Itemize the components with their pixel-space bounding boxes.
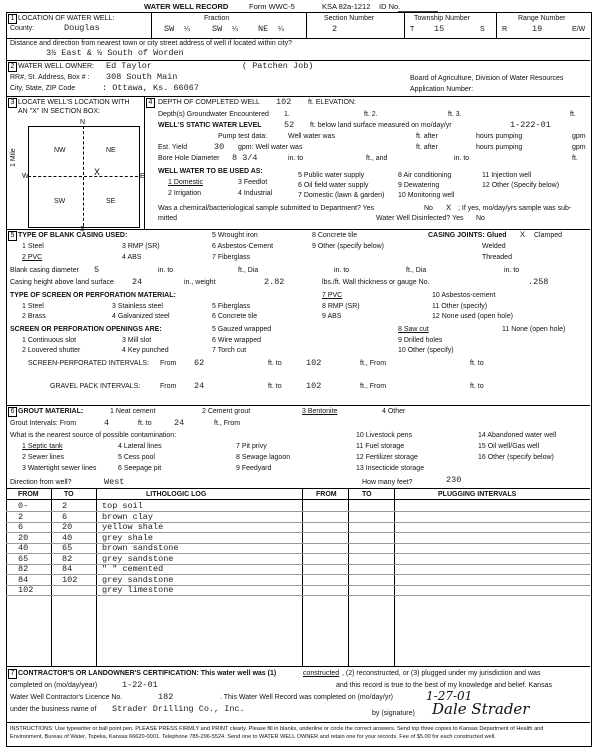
casing-abs: 4 ABS xyxy=(122,254,142,261)
location-label: LOCATION OF WATER WELL: xyxy=(18,15,115,22)
use-injection: 11 Injection well xyxy=(482,172,532,179)
casing-pvc: 2 PVC xyxy=(22,254,43,261)
pump-mid: Well water was xyxy=(288,133,335,140)
grout-intervals-label: Grout Intervals: From xyxy=(10,420,77,427)
opening-mill: 3 Mill slot xyxy=(122,337,152,344)
source-septic: 1 Septic tank xyxy=(22,443,63,450)
screen-other: 11 Other (specify) xyxy=(432,303,488,310)
section-3-number: 3 xyxy=(8,98,17,108)
screen-label: TYPE OF SCREEN OR PERFORATION MATERIAL: xyxy=(10,292,176,299)
opening-drilled: 9 Drilled holes xyxy=(398,337,443,344)
plug-header: PLUGGING INTERVALS xyxy=(438,491,517,498)
gw-ft: ft. xyxy=(570,111,576,118)
compass-north: N xyxy=(80,119,86,126)
source-livestock: 10 Livestock pens xyxy=(356,432,413,439)
range-suffix: E/W xyxy=(572,26,586,33)
section-number-value: 2 xyxy=(332,24,338,34)
gravel-label: GRAVEL PACK INTERVALS: xyxy=(50,383,141,390)
screen-galvanized: 4 Galvanized steel xyxy=(112,313,170,320)
height-value: 24 xyxy=(132,277,143,287)
address-label: RR#, St. Address, Box # : xyxy=(10,74,90,81)
direction-value: West xyxy=(104,477,125,487)
grout-label: GROUT MATERIAL: xyxy=(18,408,84,415)
log-cell-d: yellow shale xyxy=(102,522,164,532)
footer-instructions-2: Environment, Bureau of Water, Topeka, Kansas 66620-0001. Telephone 785-296-5524. Send one to WATER WELL OWNER and retain one for your records. Fee of $5.00 for each constructed well. xyxy=(10,734,496,740)
log-cell-t: 2 xyxy=(62,501,68,511)
screen-steel: 1 Steel xyxy=(22,303,44,310)
water-well-record-form xyxy=(6,2,592,748)
mile-label: 1 Mile xyxy=(10,148,17,167)
section-6-number: 6 xyxy=(8,407,17,417)
cert-line-2: completed on (mo/day/year) xyxy=(10,682,98,689)
form-number: Form WWC-5 xyxy=(249,2,295,11)
screen-asbestos: 10 Asbestos-cement xyxy=(432,292,496,299)
sp-from-2: ft., From xyxy=(360,360,387,367)
locate-label-2: AN "X" IN SECTION BOX: xyxy=(18,108,100,115)
log-cell-d: grey sandstone xyxy=(102,553,174,564)
cert-license: 182 xyxy=(158,692,174,702)
footer-instructions-1: INSTRUCTIONS: Use typewriter or ball point pen. PLEASE PRESS FIRMLY and PRINT clearly. Please fill in blanks, underline or circle the correct answers. Send top three copies to Kansas Department of Health and xyxy=(10,726,544,732)
fraction-2: SW xyxy=(212,24,223,34)
grout-to-label: ft. to xyxy=(138,420,152,427)
static-level-label: WELL'S STATIC WATER LEVEL xyxy=(158,122,262,129)
grout-neat: 1 Neat cement xyxy=(110,408,156,415)
form-border xyxy=(6,12,592,747)
pump-hours: hours pumping xyxy=(476,133,523,140)
height-label: Casing height above land surface xyxy=(10,279,114,286)
fraction-3: NE xyxy=(258,24,269,34)
screen-rmp: 8 RMP (SR) xyxy=(322,303,360,310)
gauge-value: .258 xyxy=(528,277,549,287)
grout-cement: 2 Cement grout xyxy=(202,408,251,415)
casing-label: TYPE OF BLANK CASING USED: xyxy=(18,232,128,239)
township-value: 15 xyxy=(434,24,445,34)
log-cell-t: 102 xyxy=(62,574,78,585)
log-cell-f: 2 xyxy=(18,511,24,522)
bore-value: 8 3/4 xyxy=(232,153,258,163)
sp-to-value: 102 xyxy=(306,358,322,368)
range-label: Range Number xyxy=(518,15,566,22)
log-cell-t: 40 xyxy=(62,532,73,543)
screen-concrete: 6 Concrete tile xyxy=(212,313,258,320)
log-cell-d: grey limestone xyxy=(102,585,174,595)
quarter-mark: ¼ xyxy=(232,26,238,33)
use-lawn: 7 Domestic (lawn & garden) xyxy=(298,192,385,199)
static-level-value: 52 xyxy=(284,120,295,130)
source-other: 16 Other (specify below) xyxy=(478,454,554,461)
static-level-date: 1-222-01 xyxy=(510,120,551,130)
elevation-label: ft. ELEVATION: xyxy=(308,99,356,106)
opening-louvered: 2 Louvered shutter xyxy=(22,347,81,354)
compass-south: S xyxy=(80,226,85,233)
diameter-label: Blank casing diameter xyxy=(10,267,79,274)
screen-fiberglass: 5 Fiberglass xyxy=(212,303,251,310)
opening-torch: 7 Torch cut xyxy=(212,347,247,354)
screen-brass: 2 Brass xyxy=(22,313,46,320)
weight-tail: lbs./ft. Wall thickness or gauge No. xyxy=(322,279,430,286)
township-prefix: T xyxy=(410,26,415,33)
log-cell-f: 0- xyxy=(18,501,29,511)
screen-stainless: 3 Stainless steel xyxy=(112,303,163,310)
owner-note: ( Patchen Job) xyxy=(242,61,314,71)
grout-from-value: 4 xyxy=(104,418,110,428)
yield-value: 30 xyxy=(214,142,225,152)
compass-east: E xyxy=(140,173,145,180)
yield-gpm: gpm xyxy=(572,144,586,151)
use-irrigation: 2 Irrigation xyxy=(168,190,202,197)
contamination-label: What is the nearest source of possible contamination: xyxy=(10,432,177,439)
cert-signature: Dale Strader xyxy=(432,700,530,718)
disinfected-question: Water Well Disinfected? Yes xyxy=(376,215,464,222)
height-mid: in., weight xyxy=(184,279,216,286)
source-fuel: 11 Fuel storage xyxy=(356,443,405,450)
board-label: Board of Agriculture, Division of Water Resources xyxy=(410,75,564,82)
gp-to-label: ft. to xyxy=(268,383,282,390)
chem-mitted: mitted xyxy=(158,215,178,222)
log-cell-d: grey shale xyxy=(102,532,154,543)
screen-none: 12 None used (open hole) xyxy=(432,313,513,320)
cert-record-date: 1-27-01 xyxy=(426,689,473,703)
diameter-dia-2: ft., Dia xyxy=(406,267,427,274)
use-oil: 6 Oil field water supply xyxy=(298,182,369,189)
feet-label: How many feet? xyxy=(362,479,413,486)
feet-value: 230 xyxy=(446,475,462,485)
source-privy: 7 Pit privy xyxy=(236,443,267,450)
grout-from-2: ft., From xyxy=(214,420,241,427)
yield-unit: gpm: Well water was xyxy=(238,144,303,151)
grout-to-value: 24 xyxy=(174,418,185,428)
source-seepage: 6 Seepage pit xyxy=(118,465,162,472)
log-cell-f: 82 xyxy=(18,564,29,574)
section-7-number: 7 xyxy=(8,669,17,679)
sp-to-label: ft. to xyxy=(268,360,282,367)
use-monitoring: 10 Monitoring well xyxy=(398,192,455,199)
range-prefix: R xyxy=(502,26,508,33)
opening-gauzed: 5 Gauzed wrapped xyxy=(212,326,272,333)
gp-to-2: ft. to xyxy=(470,383,484,390)
chem-tail: ; If yes, mo/day/yrs sample was sub- xyxy=(458,205,572,212)
use-label: WELL WATER TO BE USED AS: xyxy=(158,168,263,175)
section-4-number: 4 xyxy=(146,98,155,108)
joints-x: X xyxy=(520,230,526,240)
section-2-number: 2 xyxy=(8,62,17,72)
address-value: 308 South Main xyxy=(106,72,178,82)
gw-1: 1. xyxy=(284,111,290,118)
form-title: WATER WELL RECORD xyxy=(144,2,229,11)
source-sewer: 2 Sewer lines xyxy=(22,454,65,461)
township-suffix: S xyxy=(480,26,485,33)
use-feedlot: 3 Feedlot xyxy=(238,179,268,186)
opening-saw: 8 Saw cut xyxy=(398,326,429,333)
use-dewatering: 9 Dewatering xyxy=(398,182,440,189)
opening-other: 10 Other (specify) xyxy=(398,347,454,354)
log-cell-t: 65 xyxy=(62,543,73,553)
township-label: Township Number xyxy=(414,15,471,22)
gw-3: ft. 3. xyxy=(448,111,462,118)
pump-gpm: gpm xyxy=(572,133,586,140)
yield-after: ft. after xyxy=(416,144,438,151)
cert-line-4: under the business name of xyxy=(10,706,97,713)
openings-label: SCREEN OR PERFORATION OPENINGS ARE: xyxy=(10,326,162,333)
gp-from-label: From xyxy=(160,383,177,390)
log-cell-f: 6 xyxy=(18,522,24,532)
sp-from-label: From xyxy=(160,360,177,367)
source-fertilizer: 12 Fertilizer storage xyxy=(356,454,418,461)
use-domestic: 1 Domestic xyxy=(168,179,204,186)
section-box xyxy=(28,126,140,228)
cert-business: Strader Drilling Co., Inc. xyxy=(112,704,245,714)
plug-from-header: FROM xyxy=(316,491,337,498)
plug-to-header: TO xyxy=(362,491,372,498)
log-to-header: TO xyxy=(64,491,74,498)
log-cell-t: 82 xyxy=(62,553,73,564)
source-lagoon: 8 Sewage lagoon xyxy=(236,454,291,461)
source-abandoned: 14 Abandoned water well xyxy=(478,432,557,439)
static-level-tail: ft. below land surface measured on mo/day/yr xyxy=(310,122,452,129)
depth-value: 102 xyxy=(276,97,292,107)
opening-wire: 6 Wire wrapped xyxy=(212,337,262,344)
log-cell-f: 84 xyxy=(18,574,29,585)
cert-completed-date: 1-22-01 xyxy=(122,680,158,690)
log-cell-d: top soil xyxy=(102,501,143,511)
groundwater-label: Depth(s) Groundwater Encountered xyxy=(158,111,269,118)
log-cell-f: 65 xyxy=(18,553,29,564)
depth-label: DEPTH OF COMPLETED WELL xyxy=(158,99,260,106)
use-industrial: 4 Industrial xyxy=(238,190,273,197)
diameter-value: 5 xyxy=(94,265,100,275)
log-cell-f: 102 xyxy=(18,585,34,595)
compass-west: W xyxy=(22,173,29,180)
yield-label: Est. Yield xyxy=(158,144,188,151)
location-x-mark: X xyxy=(94,168,101,179)
ksa-reference: KSA 82a-1212 xyxy=(322,2,371,11)
diameter-to-3: in. to xyxy=(504,267,520,274)
log-cell-f: 40 xyxy=(18,543,29,553)
grout-other: 4 Other xyxy=(382,408,406,415)
city-value: : Ottawa, Ks. 66067 xyxy=(102,83,199,93)
quadrant-ne: NE xyxy=(106,147,116,154)
gw-2: ft. 2. xyxy=(364,111,378,118)
chem-question: Was a chemical/bacteriological sample submitted to Department? Yes xyxy=(158,205,375,212)
sp-from-value: 62 xyxy=(194,358,205,368)
fraction-label: Fraction xyxy=(204,15,230,22)
joints-welded: Welded xyxy=(482,243,506,250)
opening-key: 4 Key punched xyxy=(122,347,169,354)
casing-rmp: 3 RMP (SR) xyxy=(122,243,160,250)
log-cell-f: 20 xyxy=(18,532,29,543)
log-from-header: FROM xyxy=(18,491,39,498)
casing-asbestos: 6 Asbestos-Cement xyxy=(212,243,274,250)
bore-in: in. to xyxy=(454,155,470,162)
chem-x: X xyxy=(446,203,452,213)
quadrant-se: SE xyxy=(106,198,116,205)
casing-fiberglass: 7 Fiberglass xyxy=(212,254,251,261)
casing-concrete: 8 Concrete tile xyxy=(312,232,358,239)
quadrant-sw: SW xyxy=(54,198,66,205)
source-cesspool: 5 Cess pool xyxy=(118,454,155,461)
cert-line-1: CONTRACTOR'S OR LANDOWNER'S CERTIFICATION: This water well was (1) xyxy=(18,670,277,677)
casing-steel: 1 Steel xyxy=(22,243,44,250)
bore-label: Bore Hole Diameter xyxy=(158,155,220,162)
log-cell-t: 6 xyxy=(62,511,68,522)
cert-signature-label: by (signature) xyxy=(372,710,415,717)
diameter-to-2: in. to xyxy=(334,267,350,274)
owner-value: Ed Taylor xyxy=(106,61,152,71)
fraction-1: SW xyxy=(164,24,175,34)
distance-value: 3½ East & ½ South of Worden xyxy=(46,48,184,58)
section-number-label: Section Number xyxy=(324,15,375,22)
yield-hours: hours pumping xyxy=(476,144,523,151)
log-cell-d: grey sandstone xyxy=(102,574,174,585)
cert-line-3b: . This Water Well Record was completed on (mo/day/yr) xyxy=(220,694,393,701)
application-number-label: Application Number: xyxy=(410,86,474,93)
log-litho-header: LITHOLOGIC LOG xyxy=(146,491,207,498)
casing-wrought: 5 Wrought iron xyxy=(212,232,258,239)
joints-threaded: Threaded xyxy=(482,254,512,261)
owner-label: WATER WELL OWNER: xyxy=(18,63,94,70)
id-label: ID No. xyxy=(379,2,401,11)
source-lateral: 4 Lateral lines xyxy=(118,443,162,450)
county-label: County: xyxy=(10,25,35,32)
source-insecticide: 13 Insecticide storage xyxy=(356,465,425,472)
source-feedyard: 9 Feedyard xyxy=(236,465,272,472)
log-cell-d: brown sandstone xyxy=(102,543,179,553)
use-other: 12 Other (Specify below) xyxy=(482,182,560,189)
cert-line-2b: and this record is true to the best of my knowledge and belief. Kansas xyxy=(336,682,552,689)
range-value: 19 xyxy=(532,24,543,34)
diameter-to: in. to xyxy=(158,267,174,274)
opening-none: 11 None (open hole) xyxy=(502,326,566,333)
casing-other: 9 Other (specify below) xyxy=(312,243,384,250)
screen-abs: 9 ABS xyxy=(322,313,342,320)
bore-mid: in. to xyxy=(288,155,304,162)
screen-pvc: 7 PVC xyxy=(322,292,343,299)
quarter-mark: ¼ xyxy=(278,26,284,33)
cert-line-3: Water Well Contractor's Licence No. xyxy=(10,694,123,701)
log-cell-t: 20 xyxy=(62,522,73,532)
gp-from-2: ft., From xyxy=(360,383,387,390)
quarter-mark: ¼ xyxy=(184,26,190,33)
screen-intervals-label: SCREEN-PERFORATED INTERVALS: xyxy=(28,360,149,367)
bore-ft: ft. xyxy=(572,155,578,162)
bore-and: ft., and xyxy=(366,155,388,162)
log-cell-t: 84 xyxy=(62,564,73,574)
source-watertight: 3 Watertight sewer lines xyxy=(22,465,97,472)
use-air: 8 Air conditioning xyxy=(398,172,452,179)
direction-label: Direction from well? xyxy=(10,479,72,486)
locate-label: LOCATE WELL'S LOCATION WITH xyxy=(18,99,130,106)
use-public: 5 Public water supply xyxy=(298,172,365,179)
pump-after: ft. after xyxy=(416,133,438,140)
distance-label: Distance and direction from nearest town or city street address of well if located within city? xyxy=(10,40,293,47)
log-cell-d: " " cemented xyxy=(102,564,164,574)
log-cell-d: brown clay xyxy=(102,511,154,522)
weight-value: 2.82 xyxy=(264,277,285,287)
opening-continuous: 1 Continuous slot xyxy=(22,337,77,344)
section-1-number: 1 xyxy=(8,14,17,24)
chem-no: No xyxy=(424,205,433,212)
grout-bentonite: 3 Bentonite xyxy=(302,408,338,415)
cert-line-1b: , (2) reconstructed, or (3) plugged under my jurisdiction and was xyxy=(342,670,541,677)
section-5-number: 5 xyxy=(8,231,17,241)
quadrant-nw: NW xyxy=(54,147,66,154)
source-oilgas: 15 Oil well/Gas well xyxy=(478,443,540,450)
joints-label: CASING JOINTS: Glued xyxy=(428,232,507,239)
gp-to-value: 102 xyxy=(306,381,322,391)
diameter-dia: ft., Dia xyxy=(238,267,259,274)
joints-clamped: Clamped xyxy=(534,232,563,239)
disinfected-no: No xyxy=(476,215,485,222)
gp-from-value: 24 xyxy=(194,381,205,391)
cert-constructed: constructed xyxy=(303,670,340,677)
pump-test-label: Pump test data: xyxy=(218,133,268,140)
city-label: City, State, ZIP Code xyxy=(10,85,76,92)
sp-to-2: ft. to xyxy=(470,360,484,367)
county-value: Douglas xyxy=(64,23,100,33)
